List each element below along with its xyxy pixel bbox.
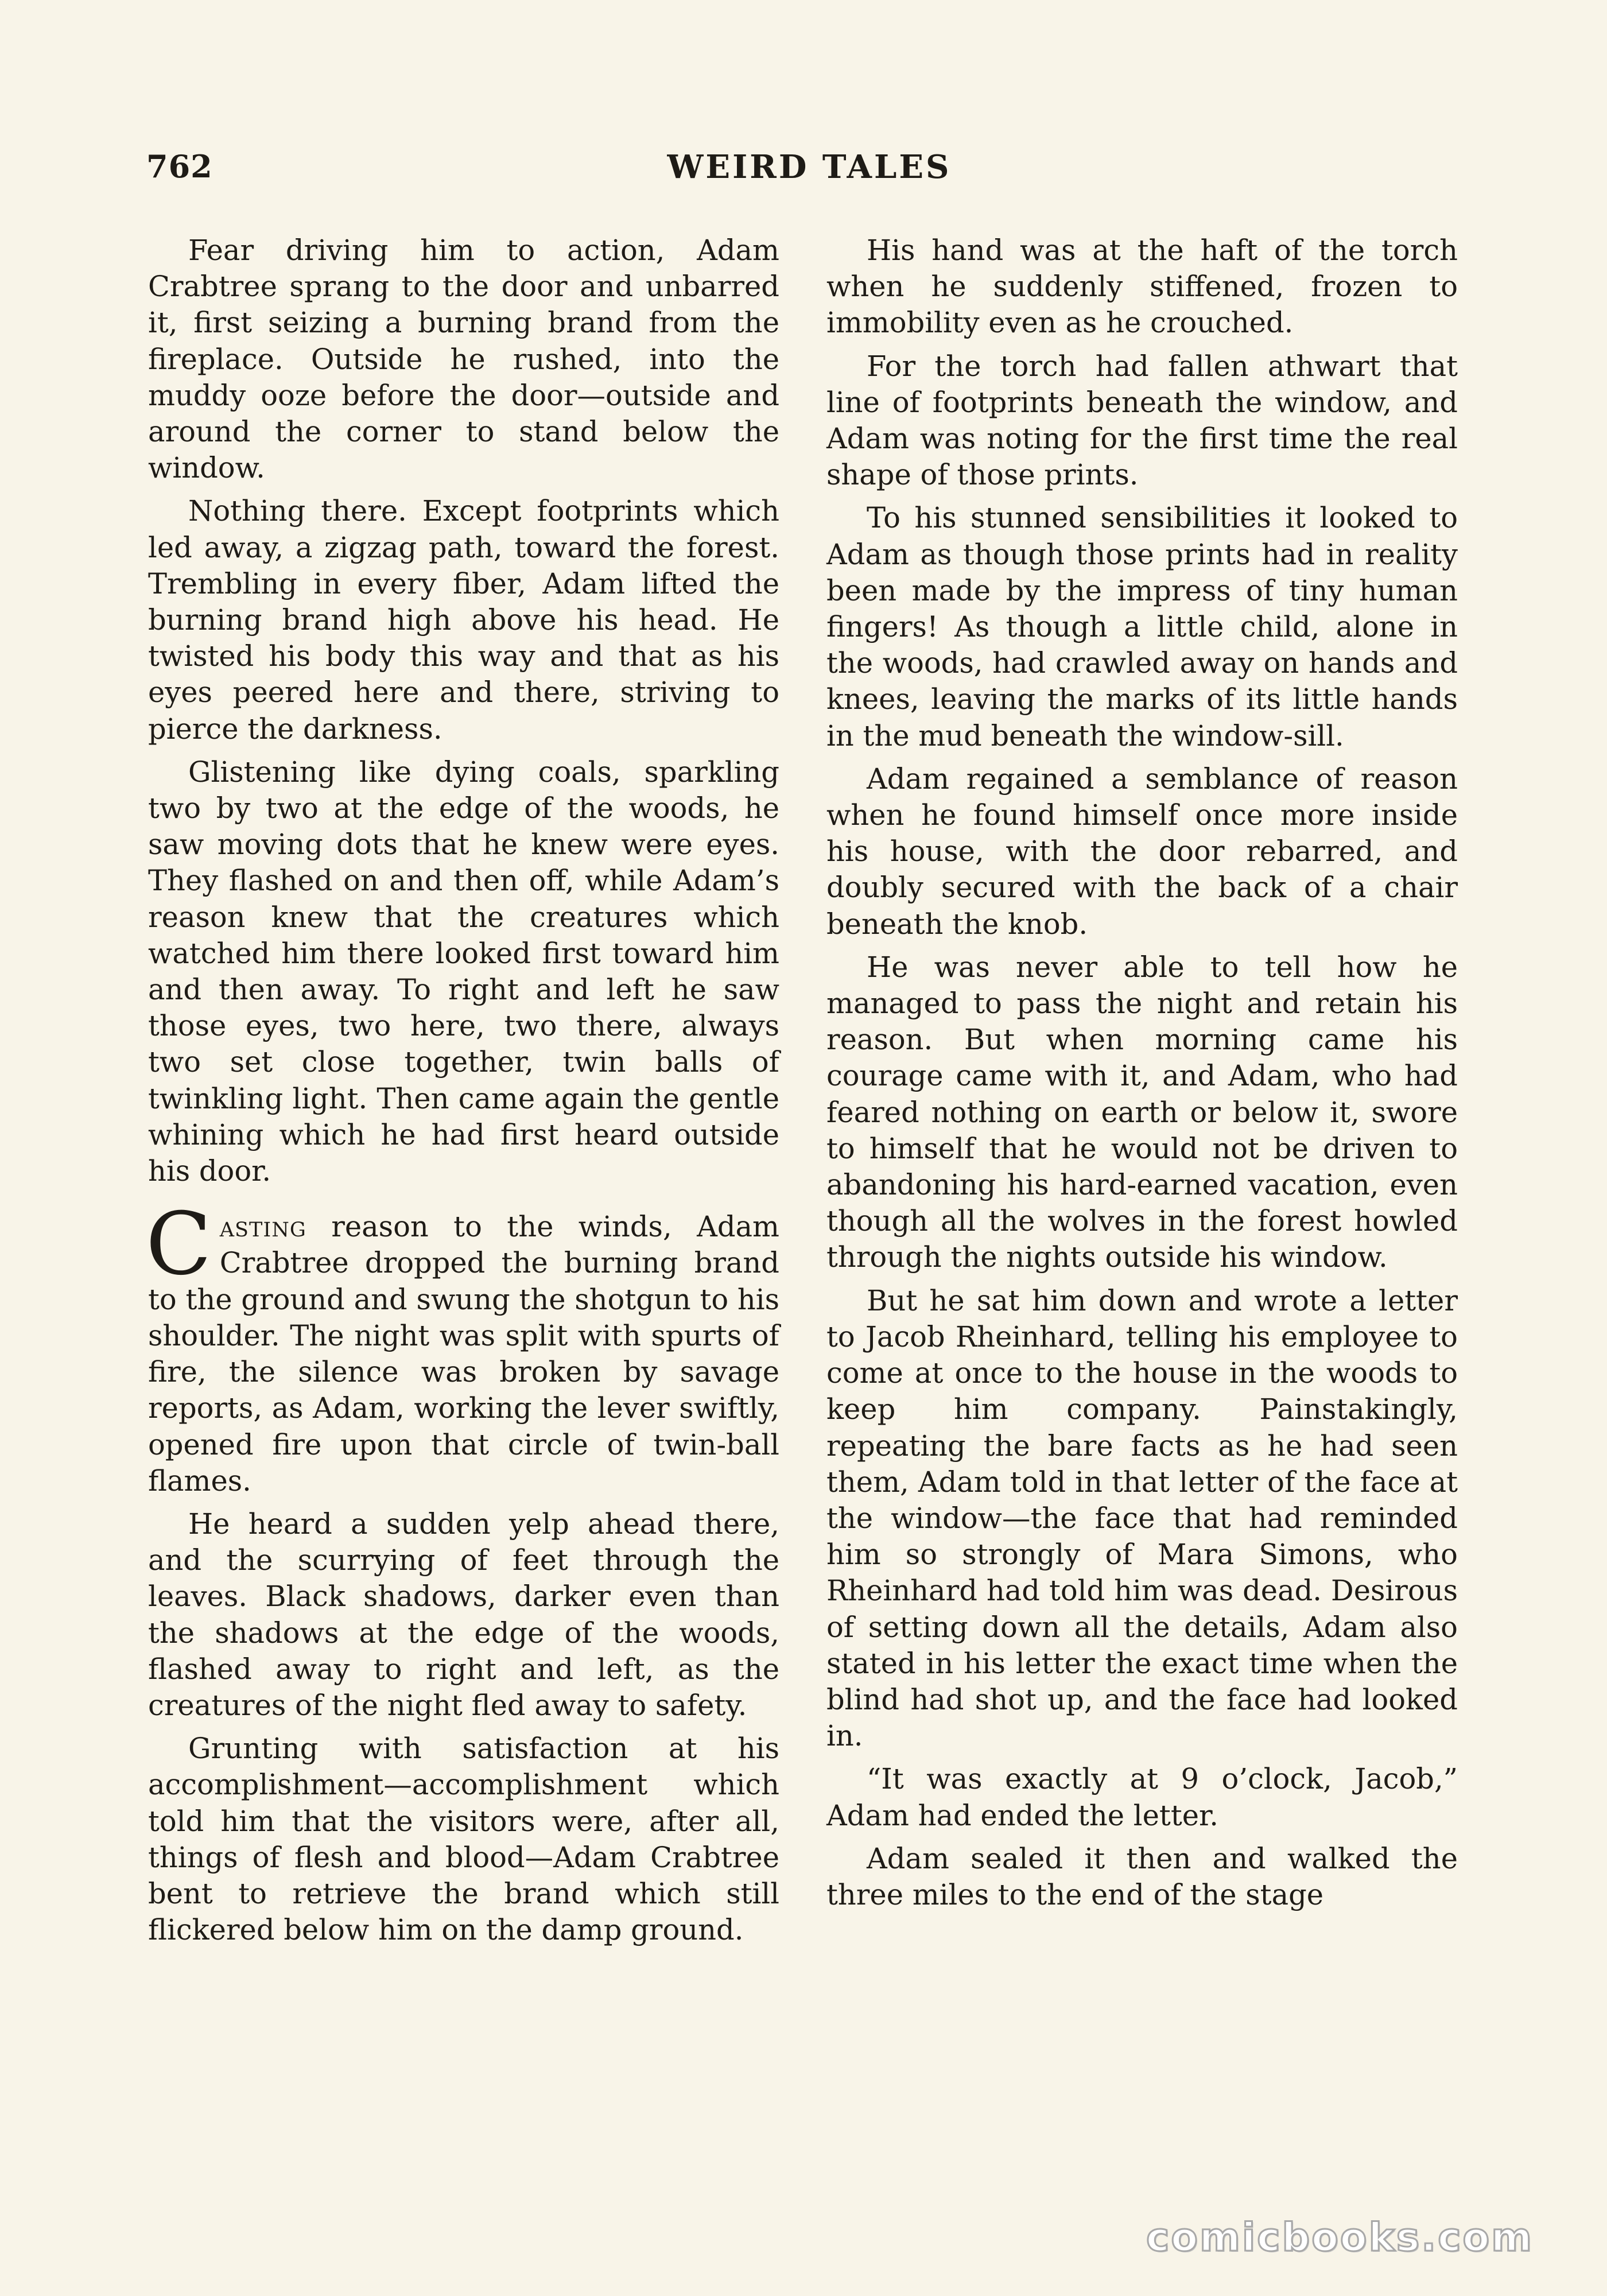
paragraph: He heard a sudden yelp ahead there, and the scurrying of feet through the leaves. Black shadows, darker even than the shadows at the edge of the woods, flashed away to right and left, as the creatures of the night fled away to safety. xyxy=(148,1507,779,1722)
paragraph: Grunting with satisfaction at his accomplishment—accomplishment which told him that the visitors were, after all, things of flesh and blood—Adam Crabtree bent to retrieve the brand which still flickered below him on the damp ground. xyxy=(148,1732,779,1947)
paragraph: To his stunned sensibilities it looked to Adam as though those prints had in reality been made by the impress of tiny human fingers! As though a little child, alone in the woods, had crawled away on hands and knees, leaving the marks of its little hands in the mud beneath the window-sill. xyxy=(826,501,1458,753)
paragraph: He was never able to tell how he managed to pass the night and retain his reason. But when morning came his courage came with it, and Adam, who had feared nothing on earth or below it, swore to himself that he would not be driven to abandoning his hard-earned vacation, even though all the wolves in the forest howled through the nights outside his window. xyxy=(826,950,1458,1274)
page-header xyxy=(146,148,1455,188)
paragraph: Adam sealed it then and walked the three miles to the end of the stage xyxy=(826,1841,1458,1911)
running-title: WEIRD TALES xyxy=(667,148,952,186)
section-start-paragraph xyxy=(146,1194,779,1499)
paragraph-text: reason to the winds, Adam Crabtree dropped the burning brand to the ground and swung the shotgun to his shoulder. The night was split with spurts of fire, the silence was broken by savage reports, as Adam, working the lever swiftly, opened fire upon that circle of twin-ball flames. xyxy=(148,1210,779,1498)
paragraph: His hand was at the haft of the torch when he suddenly stiffened, frozen to immobility even as he crouched. xyxy=(826,234,1458,340)
paragraph: Glistening like dying coals, sparkling two by two at the edge of the woods, he saw moving dots that he knew were eyes. They flashed on and then off, while Adam’s reason knew that the creatures which watched him there looked first toward him and then away. To right and left he saw those eyes, two here, two there, always two set close together, twin balls of twinkling light. Then came again the gentle whining which he had first heard outside his door. xyxy=(148,755,779,1188)
paragraph: Fear driving him to action, Adam Crabtree sprang to the door and unbarred it, first seizing a burning brand from the fireplace. Outside he rushed, into the muddy ooze before the door—outside and around the corner to stand below the window. xyxy=(148,234,779,485)
watermark: comicbooks.com xyxy=(1146,2215,1534,2260)
right-column xyxy=(826,232,1458,1920)
paragraph: “It was exactly at 9 o’clock, Jacob,” Adam had ended the letter. xyxy=(826,1762,1458,1832)
left-column xyxy=(148,232,779,1955)
paragraph: For the torch had fallen athwart that line of footprints beneath the window, and Adam was noting for the first time the real shape of those prints. xyxy=(826,349,1458,492)
paragraph: But he sat him down and wrote a letter to Jacob Rheinhard, telling his employee to come at once to the house in the woods to keep him company. Painstakingly, repeating the bare facts as he had seen them, Adam told in that letter of the face at the window—the face that had reminded him so strongly of Mara Simons, who Rheinhard had told him was dead. Desirous of setting down all the details, Adam also stated in his letter the exact time when the blind had shot up, and the face had looked in. xyxy=(826,1283,1458,1753)
small-caps-lead: asting xyxy=(219,1210,306,1244)
page-number: 762 xyxy=(146,148,213,185)
drop-cap: C xyxy=(146,1194,212,1295)
paragraph: Adam regained a semblance of reason when he found himself once more inside his house, with the door rebarred, and doubly secured with the back of a chair beneath the knob. xyxy=(826,762,1458,941)
paragraph: Nothing there. Except footprints which led away, a zigzag path, toward the forest. Trembling in every fiber, Adam lifted the burning brand high above his head. He twisted his body this way and that as his eyes peered here and there, striving to pierce the darkness. xyxy=(148,494,779,746)
